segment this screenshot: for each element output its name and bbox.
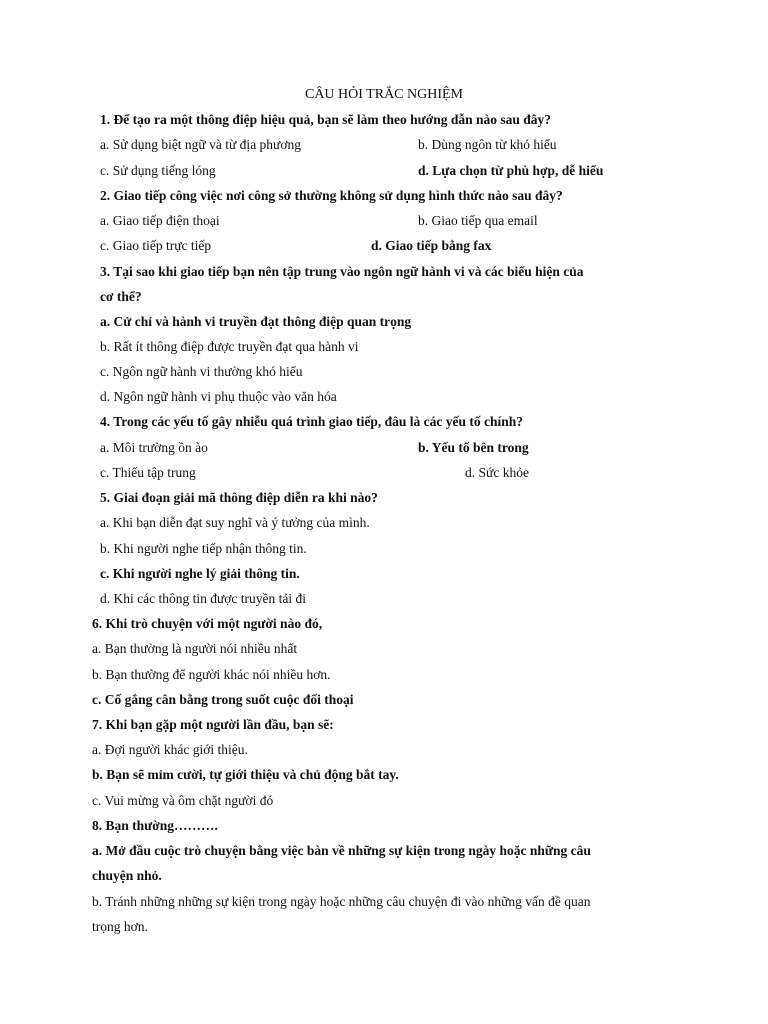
q2-option-d: d. Giao tiếp bằng fax xyxy=(371,238,492,253)
q7-option-a: a. Đợi người khác giới thiệu. xyxy=(92,742,248,757)
q4-option-b: b. Yếu tố bên trong xyxy=(418,440,529,455)
q6-option-a: a. Bạn thường là người nói nhiều nhất xyxy=(92,641,298,656)
q2-option-a: a. Giao tiếp điện thoại xyxy=(100,213,220,228)
q3-question-line2: cơ thể? xyxy=(100,289,142,304)
q8-option-b-line2: trọng hơn. xyxy=(92,919,148,934)
q4-option-d: d. Sức khỏe xyxy=(465,465,529,480)
q1-option-b: b. Dùng ngôn từ khó hiểu xyxy=(418,137,557,152)
q4-question: 4. Trong các yếu tố gây nhiễu quá trình giao tiếp, đâu là các yếu tố chính? xyxy=(100,414,524,429)
q8-option-b-line1: b. Tránh những những sự kiện trong ngày hoặc những câu chuyện đi vào những vấn đề quan xyxy=(92,894,591,909)
q5-option-a: a. Khi bạn diễn đạt suy nghĩ và ý tưởng của mình. xyxy=(100,515,370,530)
q2-option-c: c. Giao tiếp trực tiếp xyxy=(100,238,212,253)
q8-option-a-line2: chuyện nhỏ. xyxy=(92,868,162,883)
q2-option-b: b. Giao tiếp qua email xyxy=(418,213,538,228)
q7-option-c: c. Vui mừng và ôm chặt người đó xyxy=(92,793,274,808)
q6-option-c: c. Cố gắng cân bằng trong suốt cuộc đối thoại xyxy=(92,692,354,707)
q3-option-b: b. Rất ít thông điệp được truyền đạt qua hành vi xyxy=(100,339,359,354)
q5-option-c: c. Khi người nghe lý giải thông tin. xyxy=(100,566,300,581)
q1-option-a: a. Sử dụng biệt ngữ và từ địa phương xyxy=(100,137,302,152)
q1-option-c: c. Sử dụng tiếng lóng xyxy=(100,163,216,178)
q1-question: 1. Để tạo ra một thông điệp hiệu quả, bạn sẽ làm theo hướng dẫn nào sau đây? xyxy=(100,112,552,127)
q5-question: 5. Giai đoạn giải mã thông điệp diễn ra khi nào? xyxy=(100,490,378,505)
q6-question: 6. Khi trò chuyện với một người nào đó, xyxy=(92,616,323,631)
q7-question: 7. Khi bạn gặp một người lần đầu, bạn sẽ: xyxy=(92,717,334,732)
q3-option-c: c. Ngôn ngữ hành vi thường khó hiểu xyxy=(100,364,303,379)
q1-option-d: d. Lựa chọn từ phù hợp, dễ hiểu xyxy=(418,163,604,178)
q2-question: 2. Giao tiếp công việc nơi công sở thường không sử dụng hình thức nào sau đây? xyxy=(100,188,563,203)
q5-option-d: d. Khi các thông tin được truyền tải đi xyxy=(100,591,307,606)
q8-question: 8. Bạn thường………. xyxy=(92,818,218,833)
q4-option-a: a. Môi trường ồn ào xyxy=(100,440,208,455)
q7-option-b: b. Bạn sẽ mỉm cười, tự giới thiệu và chủ động bắt tay. xyxy=(92,767,399,782)
q8-option-a-line1: a. Mở đầu cuộc trò chuyện bằng việc bàn về những sự kiện trong ngày hoặc những câu xyxy=(92,843,591,858)
q3-option-d: d. Ngôn ngữ hành vi phụ thuộc vào văn hóa xyxy=(100,389,337,404)
q4-option-c: c. Thiếu tập trung xyxy=(100,465,196,480)
q5-option-b: b. Khi người nghe tiếp nhận thông tin. xyxy=(100,541,307,556)
q6-option-b: b. Bạn thường để người khác nói nhiều hơn. xyxy=(92,667,331,682)
page-title: CÂU HỎI TRẮC NGHIỆM xyxy=(304,87,464,102)
q3-option-a: a. Cử chỉ và hành vi truyền đạt thông điệp quan trọng xyxy=(100,314,412,329)
q3-question-line1: 3. Tại sao khi giao tiếp bạn nên tập trung vào ngôn ngữ hành vi và các biểu hiện của xyxy=(100,264,584,279)
